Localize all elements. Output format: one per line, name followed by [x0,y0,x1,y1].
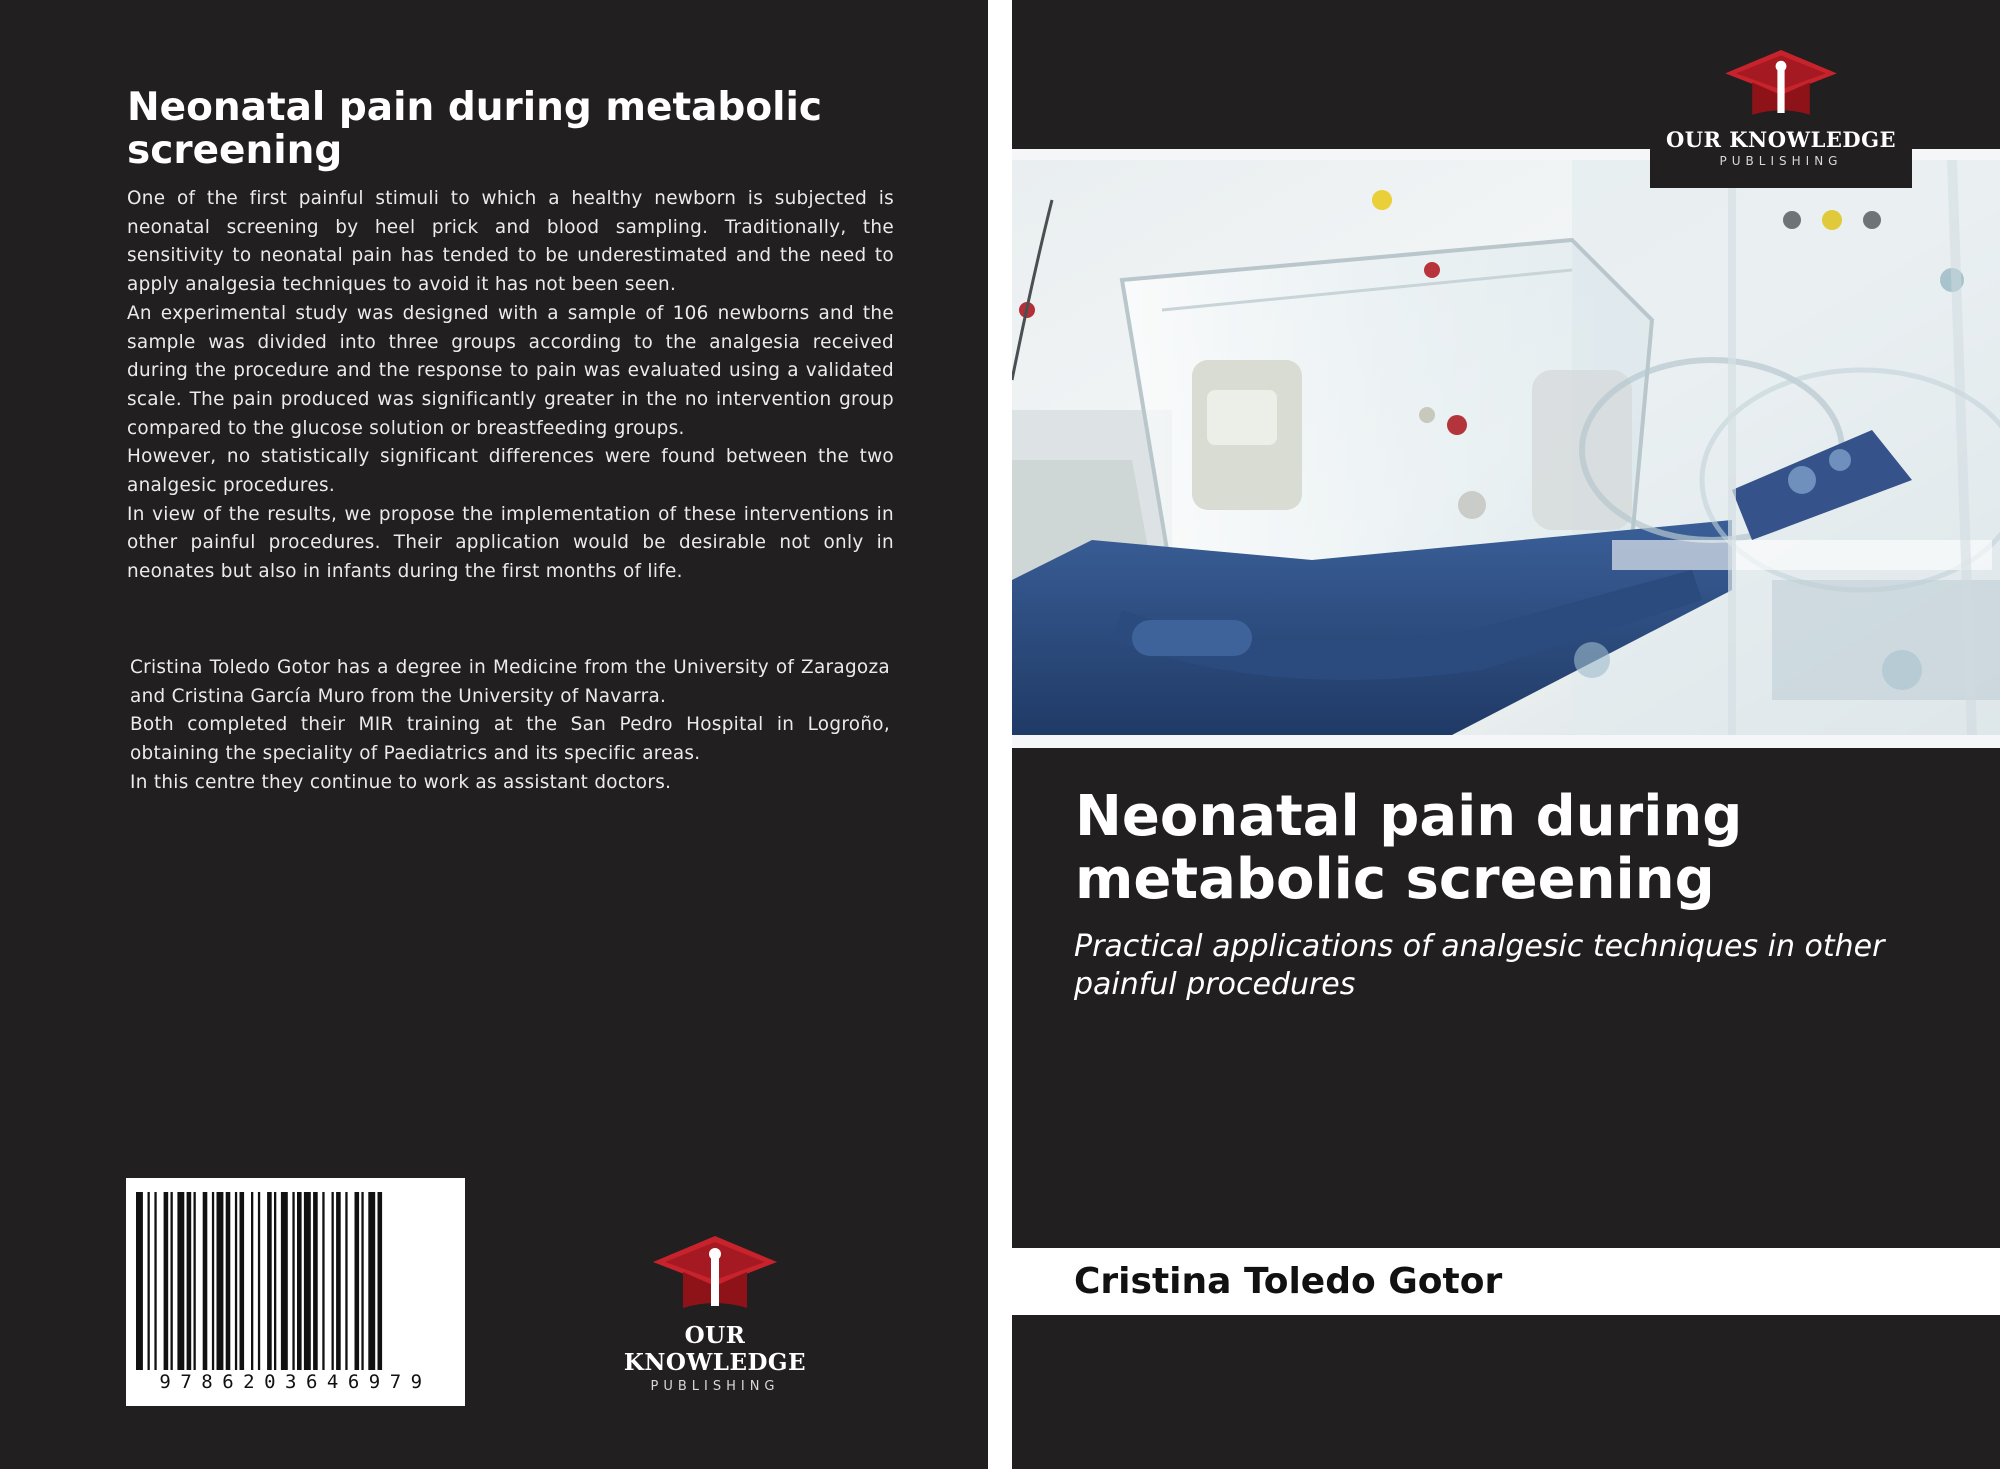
barcode-bar [332,1192,334,1370]
back-cover-blurb [127,185,894,587]
publisher-sub: PUBLISHING [1719,154,1843,168]
barcode-bar [361,1192,363,1370]
barcode-bar [355,1192,360,1370]
barcode-bar [267,1192,272,1370]
back-cover [0,0,988,1469]
bio-paragraph: Cristina Toledo Gotor has a degree in Medicine from the University of Zaragoza and Cristina García Muro from the University of Navarra. [130,657,890,707]
graduation-cap-icon [653,1236,777,1316]
front-cover-subtitle: Practical applications of analgesic techniques in other painful procedures [1074,929,1885,1002]
barcode-bar [226,1192,231,1370]
front-logo-box [1650,0,1912,188]
barcode-bar [297,1192,302,1370]
barcode-bar [136,1192,143,1370]
barcode-bar [217,1192,224,1370]
author-band [1012,1248,2000,1315]
bio-paragraph: Both completed their MIR training at the San Pedro Hospital in Logroño, obtaining the speciality of Paediatrics and its specific areas. [130,714,890,765]
barcode-bar [258,1192,260,1370]
barcode-bar [336,1192,341,1370]
barcode-bar [148,1192,150,1370]
barcode-bar [313,1192,318,1370]
barcode-bar [194,1192,196,1370]
barcode-bars [136,1192,455,1370]
bio-paragraph: In this centre they continue to work as assistant doctors. [130,771,672,793]
publisher-name: OUR KNOWLEDGE [623,1322,807,1376]
barcode-bar [304,1192,311,1370]
barcode-bar [251,1192,253,1370]
publisher-name: OUR KNOWLEDGE [1665,127,1897,152]
back-cover-title: Neonatal pain during metabolic screening [127,85,822,173]
author-name: Cristina Toledo Gotor [1074,1261,1503,1302]
author-bio [130,654,890,798]
blurb-paragraph: An experimental study was designed with a sample of 106 newborns and the sample was divided into three groups according to the analgesia received during the procedure and the response to pain was evaluated using a validated scale. The pain produced was significantly greater in the no intervention group compared to the glucose solution or breastfeeding groups. [127,302,894,439]
barcode-bar [164,1192,169,1370]
barcode-bar [154,1192,156,1370]
barcode-bar [212,1192,214,1370]
barcode-bar [281,1192,288,1370]
front-cover-title: Neonatal pain during metabolic screening [1075,784,1743,912]
barcode-digits: 9786203646979 [159,1371,432,1393]
publisher-sub: PUBLISHING [650,1379,780,1394]
barcode-bar [322,1192,324,1370]
barcode-bar [203,1192,208,1370]
barcode-bar [292,1192,294,1370]
blurb-paragraph: However, no statistically significant differences were found between the two analgesic procedures. [127,446,894,497]
isbn-barcode [126,1178,465,1406]
barcode-bar [171,1192,173,1370]
graduation-cap-icon [1724,50,1838,122]
barcode-bar [345,1192,347,1370]
spine-gap [988,0,1012,1469]
back-publisher-logo [595,1236,835,1394]
barcode-bar [187,1192,192,1370]
barcode-bar [274,1192,276,1370]
incubator-photo [1012,160,2000,735]
barcode-bar [235,1192,237,1370]
barcode-bar [378,1192,383,1370]
barcode-bar [368,1192,375,1370]
blurb-paragraph: In view of the results, we propose the implementation of these interventions in other painful procedures. Their application would be desirable not only in neonates but also in infants during the first months of life. [127,503,894,583]
barcode-bar [177,1192,184,1370]
front-publisher-logo [1650,50,1912,168]
barcode-bar [240,1192,245,1370]
blurb-paragraph: One of the first painful stimuli to which a healthy newborn is subjected is neonatal screening by heel prick and blood sampling. Traditionally, the sensitivity to neonatal pain has tended to be underestimated and the need to apply analgesia techniques to avoid it has not been seen. [127,188,894,296]
